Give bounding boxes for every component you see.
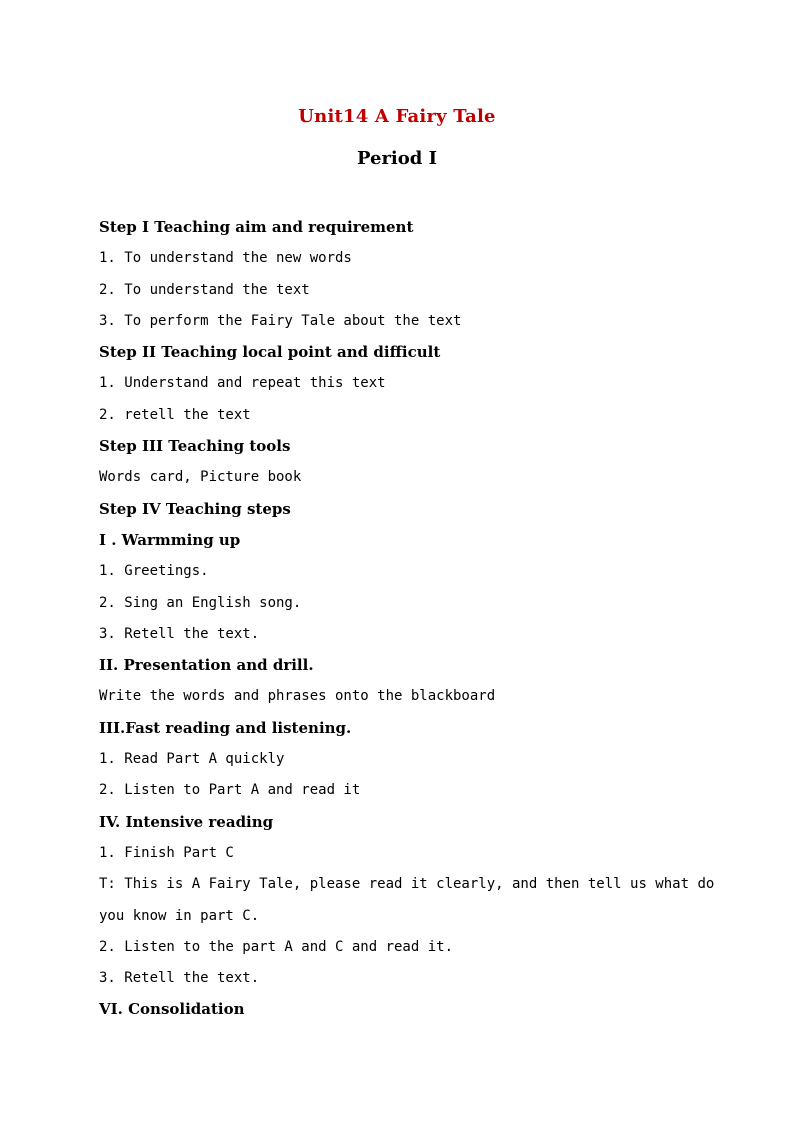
subsection-heading-fast-reading: III.Fast reading and listening.: [99, 718, 352, 737]
body-line: T: This is A Fairy Tale, please read it clearly, and then tell us what do: [99, 876, 715, 893]
body-line: 3. Retell the text.: [99, 970, 260, 987]
body-line: 1. Greetings.: [99, 563, 209, 580]
document-subtitle: Period I: [356, 148, 438, 169]
section-heading-step-1: Step I Teaching aim and requirement: [99, 218, 414, 236]
body-line: 3. To perform the Fairy Tale about the text: [99, 312, 462, 329]
document-body: [99, 216, 715, 1030]
body-line: Words card, Picture book: [99, 469, 302, 486]
subsection-heading-intensive-reading: IV. Intensive reading: [99, 812, 274, 831]
body-line: 2. Listen to the part A and C and read it.: [99, 938, 454, 955]
section-heading-step-4: Step IV Teaching steps: [99, 499, 291, 518]
subsection-heading-consolidation: VI. Consolidation: [99, 1000, 245, 1019]
document-title: Unit14 A Fairy Tale: [298, 106, 496, 127]
body-line: 1. Understand and repeat this text: [99, 375, 386, 392]
body-line: 1. Finish Part C: [99, 844, 234, 861]
section-heading-step-3: Step III Teaching tools: [99, 437, 291, 456]
body-line: 2. retell the text: [99, 406, 251, 423]
body-line: 1. To understand the new words: [99, 250, 352, 267]
body-line: 2. Sing an English song.: [99, 594, 302, 611]
body-line: 2. To understand the text: [99, 281, 310, 298]
subsection-heading-presentation: II. Presentation and drill.: [99, 656, 314, 675]
body-line: 3. Retell the text.: [99, 625, 260, 642]
body-line: Write the words and phrases onto the blackboard: [99, 688, 496, 705]
subsection-heading-warming-up: I . Warmming up: [99, 530, 241, 549]
body-line: 1. Read Part A quickly: [99, 751, 285, 768]
body-line: you know in part C.: [99, 907, 260, 924]
body-line: 2. Listen to Part A and read it: [99, 782, 361, 799]
section-heading-step-2: Step II Teaching local point and difficult: [99, 343, 441, 362]
